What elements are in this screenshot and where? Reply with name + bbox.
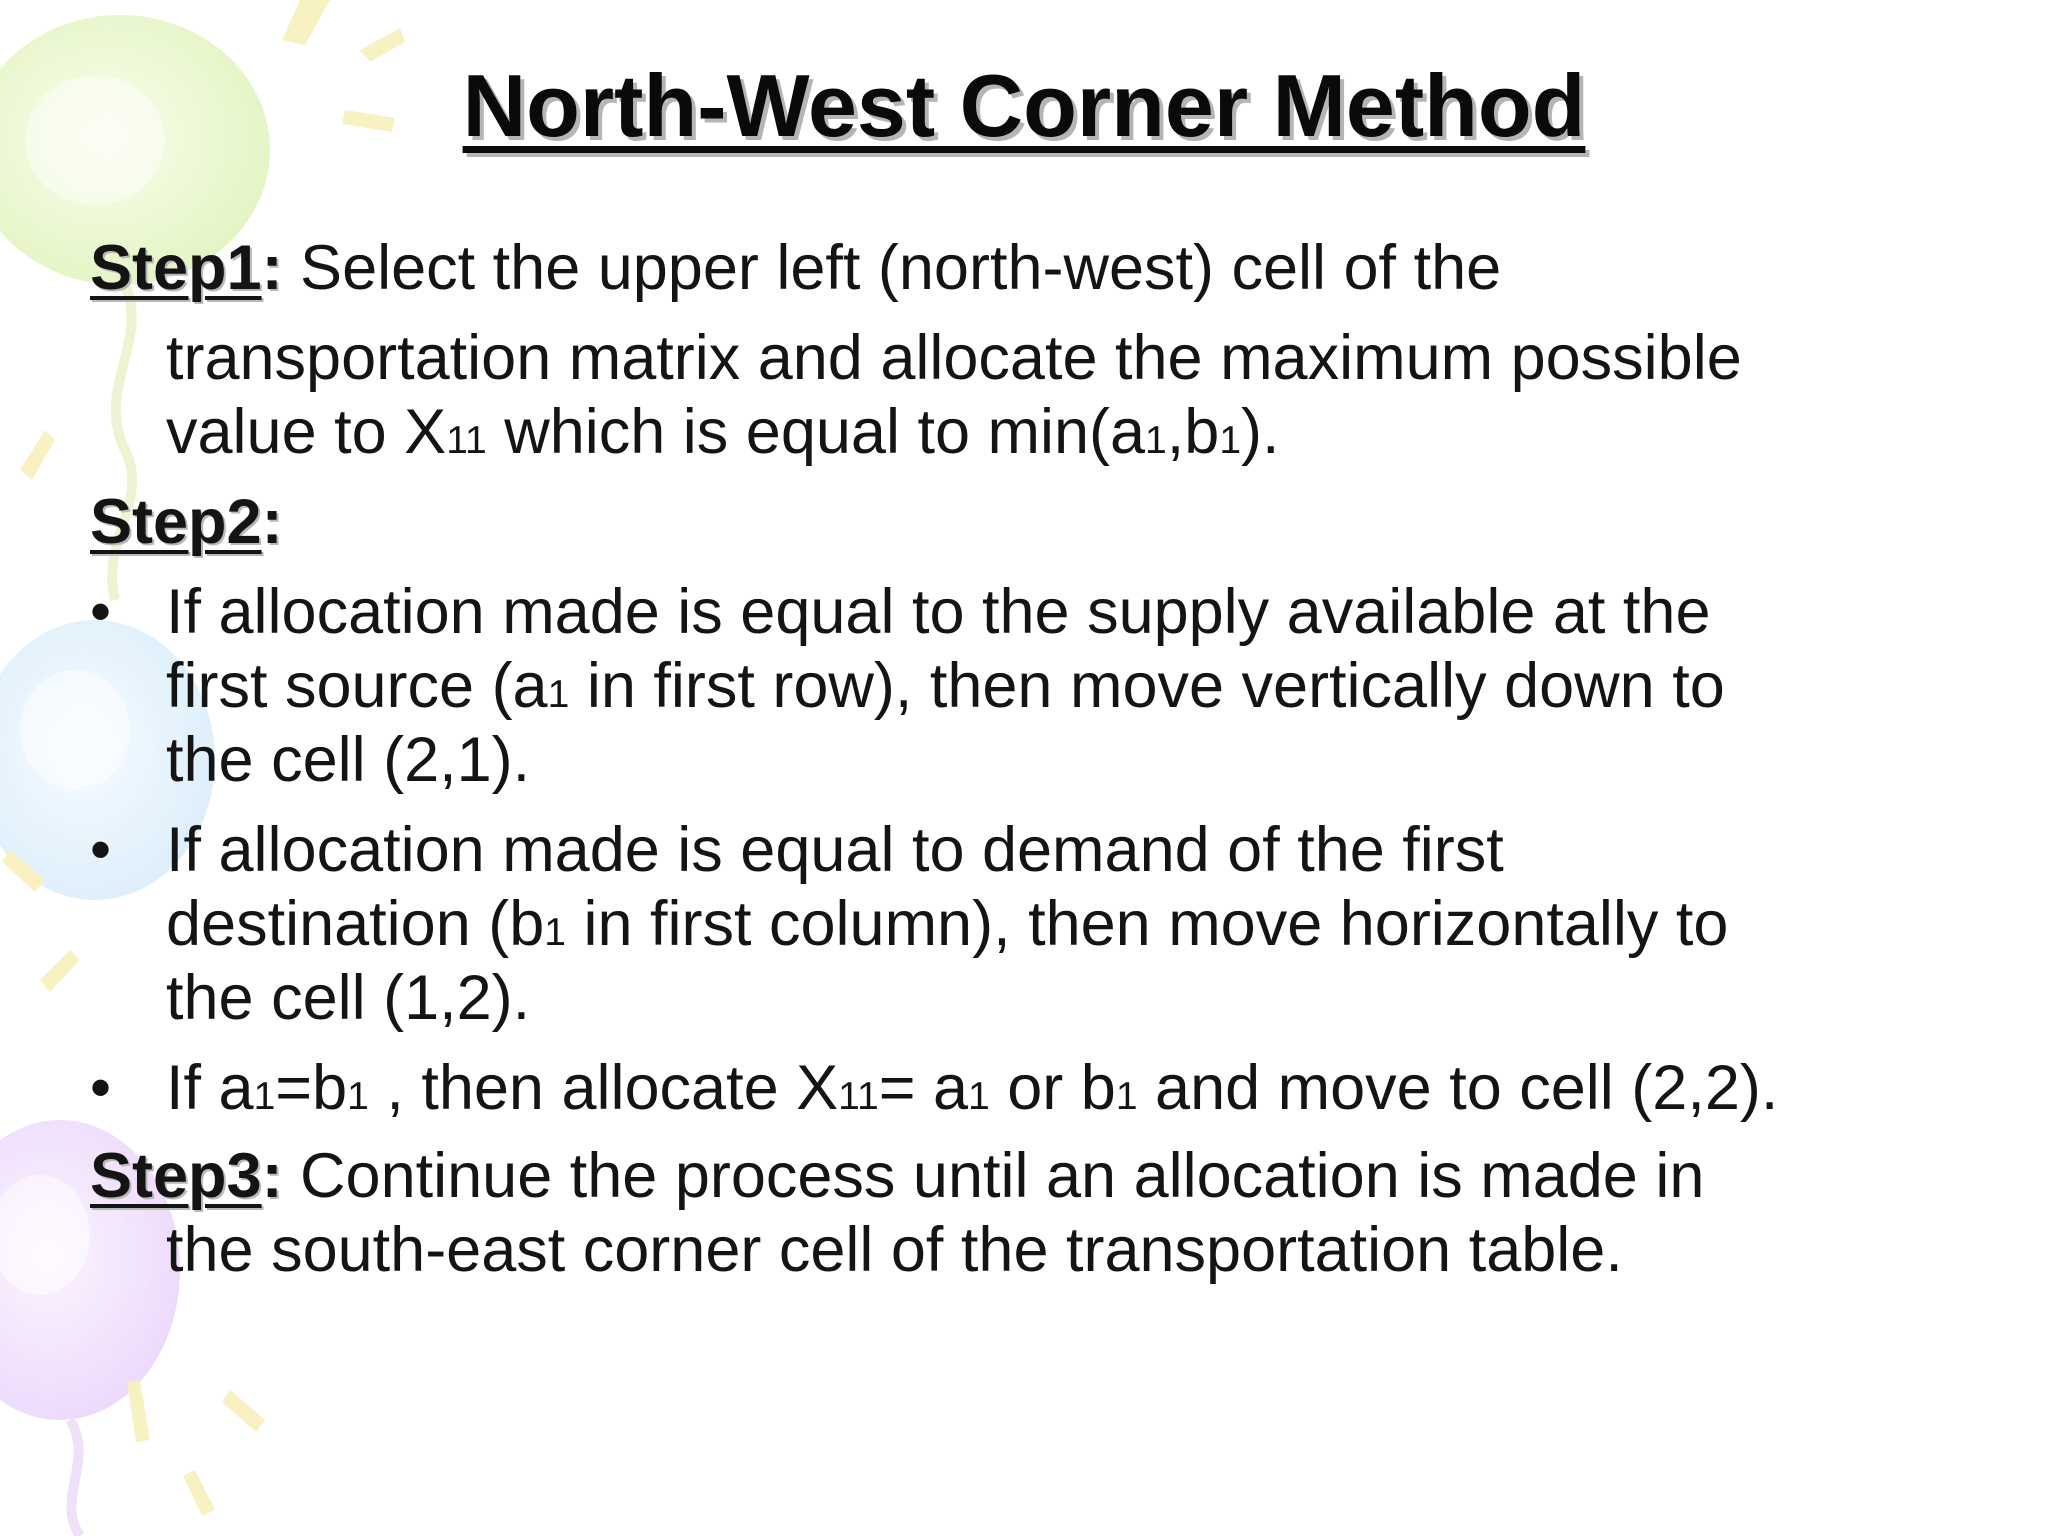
slide-title: North-West Corner Method [462,56,1586,155]
bullet-1-line-2: first source (a1 in first row), then move vertically down to [166,651,1725,721]
bullet-1-line-3: the cell (2,1). [166,725,531,795]
step2-label: Step2 [90,487,262,557]
bullet-2-line-1: If allocation made is equal to demand of the first [166,815,1504,885]
step1-line-3: value to X11 which is equal to min(a1,b1). [166,397,1280,467]
bullet-1-line-1: If allocation made is equal to the supply available at the [166,577,1711,647]
step1-line-1: Step1: Select the upper left (north-west) cell of the [90,233,1502,303]
bullet-2-line-3: the cell (1,2). [166,963,531,1033]
bullet-1-icon: • [90,578,112,645]
step2-heading: Step2: [90,487,283,557]
step1-line-2: transportation matrix and allocate the maximum possible [166,323,1742,393]
step3-line-1: Step3: Continue the process until an allocation is made in [90,1141,1705,1211]
bullet-3-line-1: If a1=b1 , then allocate X11= a1 or b1 and move to cell (2,2). [166,1053,1779,1123]
step3-label: Step3 [90,1141,262,1211]
step1-label: Step1 [90,233,262,303]
bullet-2-line-2: destination (b1 in first column), then move horizontally to [166,889,1729,959]
step3-line-2: the south-east corner cell of the transportation table. [166,1215,1623,1285]
bullet-2-icon: • [90,816,112,883]
bullet-3-icon: • [90,1054,112,1121]
